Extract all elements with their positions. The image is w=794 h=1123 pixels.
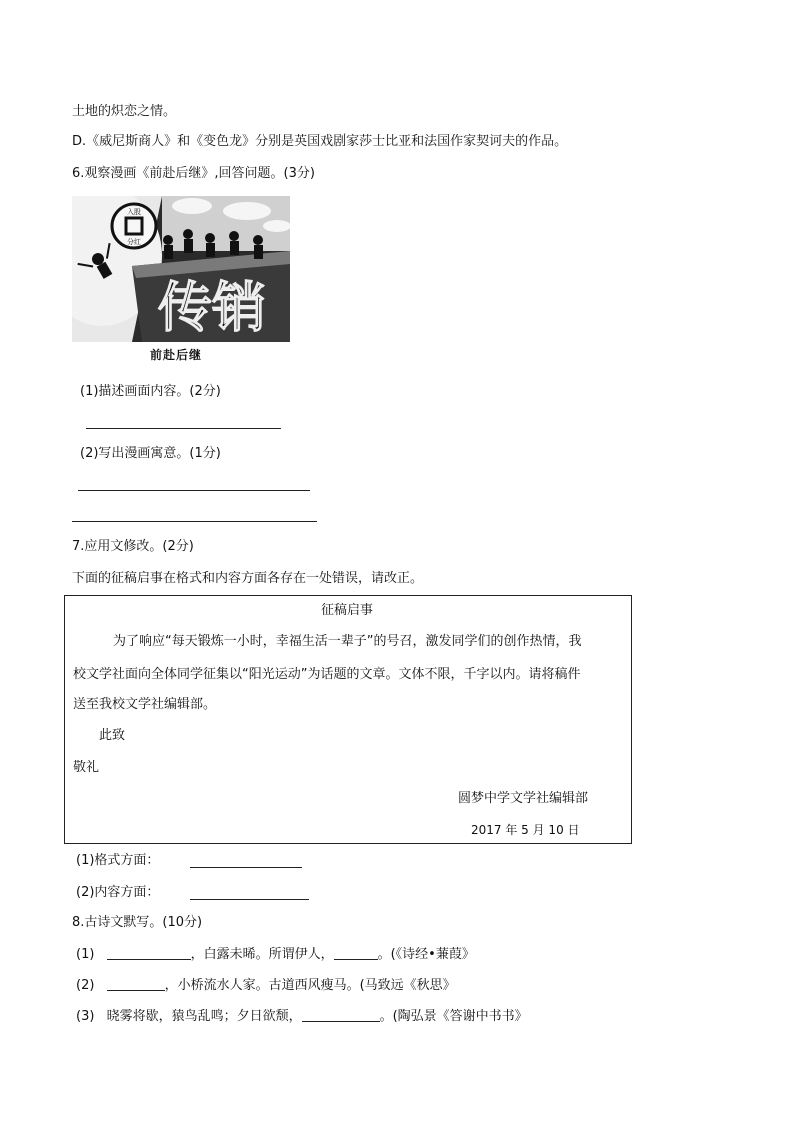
notice-paragraph-line-3: 送至我校文学社编辑部。 <box>73 697 217 712</box>
poem-source: 。(陶弘景《答谢中书书》 <box>379 1009 528 1024</box>
question-7-1: (1)格式方面： <box>76 853 160 868</box>
notice-box <box>64 595 632 844</box>
option-d-text: D.《威尼斯商人》和《变色龙》分别是英国戏剧家莎士比亚和法国作家契诃夫的作品。 <box>72 134 568 149</box>
notice-signer: 圆梦中学文学社编辑部 <box>458 791 589 806</box>
item-number: (3) <box>76 1009 95 1024</box>
answer-8-2-blank[interactable] <box>107 976 165 991</box>
question-6-title: 6.观察漫画《前赴后继》,回答问题。(3分) <box>72 166 315 181</box>
answer-8-1b-blank[interactable] <box>334 945 378 960</box>
cartoon-caption: 前赴后继 <box>150 348 203 362</box>
question-7-intro: 下面的征稿启事在格式和内容方面各存在一处错误，请改正。 <box>72 571 424 586</box>
continued-option-text: 土地的炽恋之情。 <box>72 104 177 119</box>
question-8-1 <box>76 945 475 964</box>
answer-8-1a-blank[interactable] <box>107 945 191 960</box>
answer-7-2-blank[interactable] <box>190 899 309 900</box>
cartoon-image <box>72 196 290 342</box>
notice-title: 征稿启事 <box>321 603 374 618</box>
svg-text:传销: 传销 <box>158 276 266 339</box>
svg-text:入股: 入股 <box>127 208 141 216</box>
item-number: (2) <box>76 978 95 993</box>
notice-paragraph-line-1: 为了响应“每天锻炼一小时，幸福生活一辈子”的号召，激发同学们的创作热情，我 <box>113 634 582 649</box>
answer-6-2-blank-2[interactable] <box>72 521 317 522</box>
question-8-3 <box>76 1007 528 1026</box>
notice-cizhi: 此致 <box>99 728 126 743</box>
poem-source: 。(《诗经•蒹葭》 <box>377 947 475 962</box>
poem-text: ，小桥流水人家。古道西风瘦马。(马致远《秋思》 <box>164 978 456 993</box>
poem-text: ，白露未晞。所谓伊人， <box>190 947 334 962</box>
answer-6-2-blank-1[interactable] <box>78 490 310 491</box>
notice-date: 2017 年 5 月 10 日 <box>471 823 580 837</box>
answer-7-1-blank[interactable] <box>190 867 302 868</box>
question-8-2 <box>76 976 456 995</box>
notice-jingli: 敬礼 <box>73 760 100 775</box>
answer-8-3-blank[interactable] <box>302 1007 380 1022</box>
cartoon-illustration <box>72 196 290 342</box>
notice-paragraph-line-2: 校文学社面向全体同学征集以“阳光运动”为话题的文章。文体不限，千字以内。请将稿件 <box>73 667 581 682</box>
question-7-2: (2)内容方面： <box>76 885 160 900</box>
question-6-1: (1)描述画面内容。(2分) <box>80 384 221 399</box>
answer-6-1-blank[interactable] <box>86 428 281 429</box>
poem-text: 晓雾将歇，猿鸟乱鸣；夕日欲颓， <box>106 1009 302 1024</box>
svg-text:分红: 分红 <box>127 238 141 246</box>
question-7-title: 7.应用文修改。(2分) <box>72 539 194 554</box>
question-8-title: 8.古诗文默写。(10分) <box>72 915 203 930</box>
item-number: (1) <box>76 947 95 962</box>
question-6-2: (2)写出漫画寓意。(1分) <box>80 446 221 461</box>
